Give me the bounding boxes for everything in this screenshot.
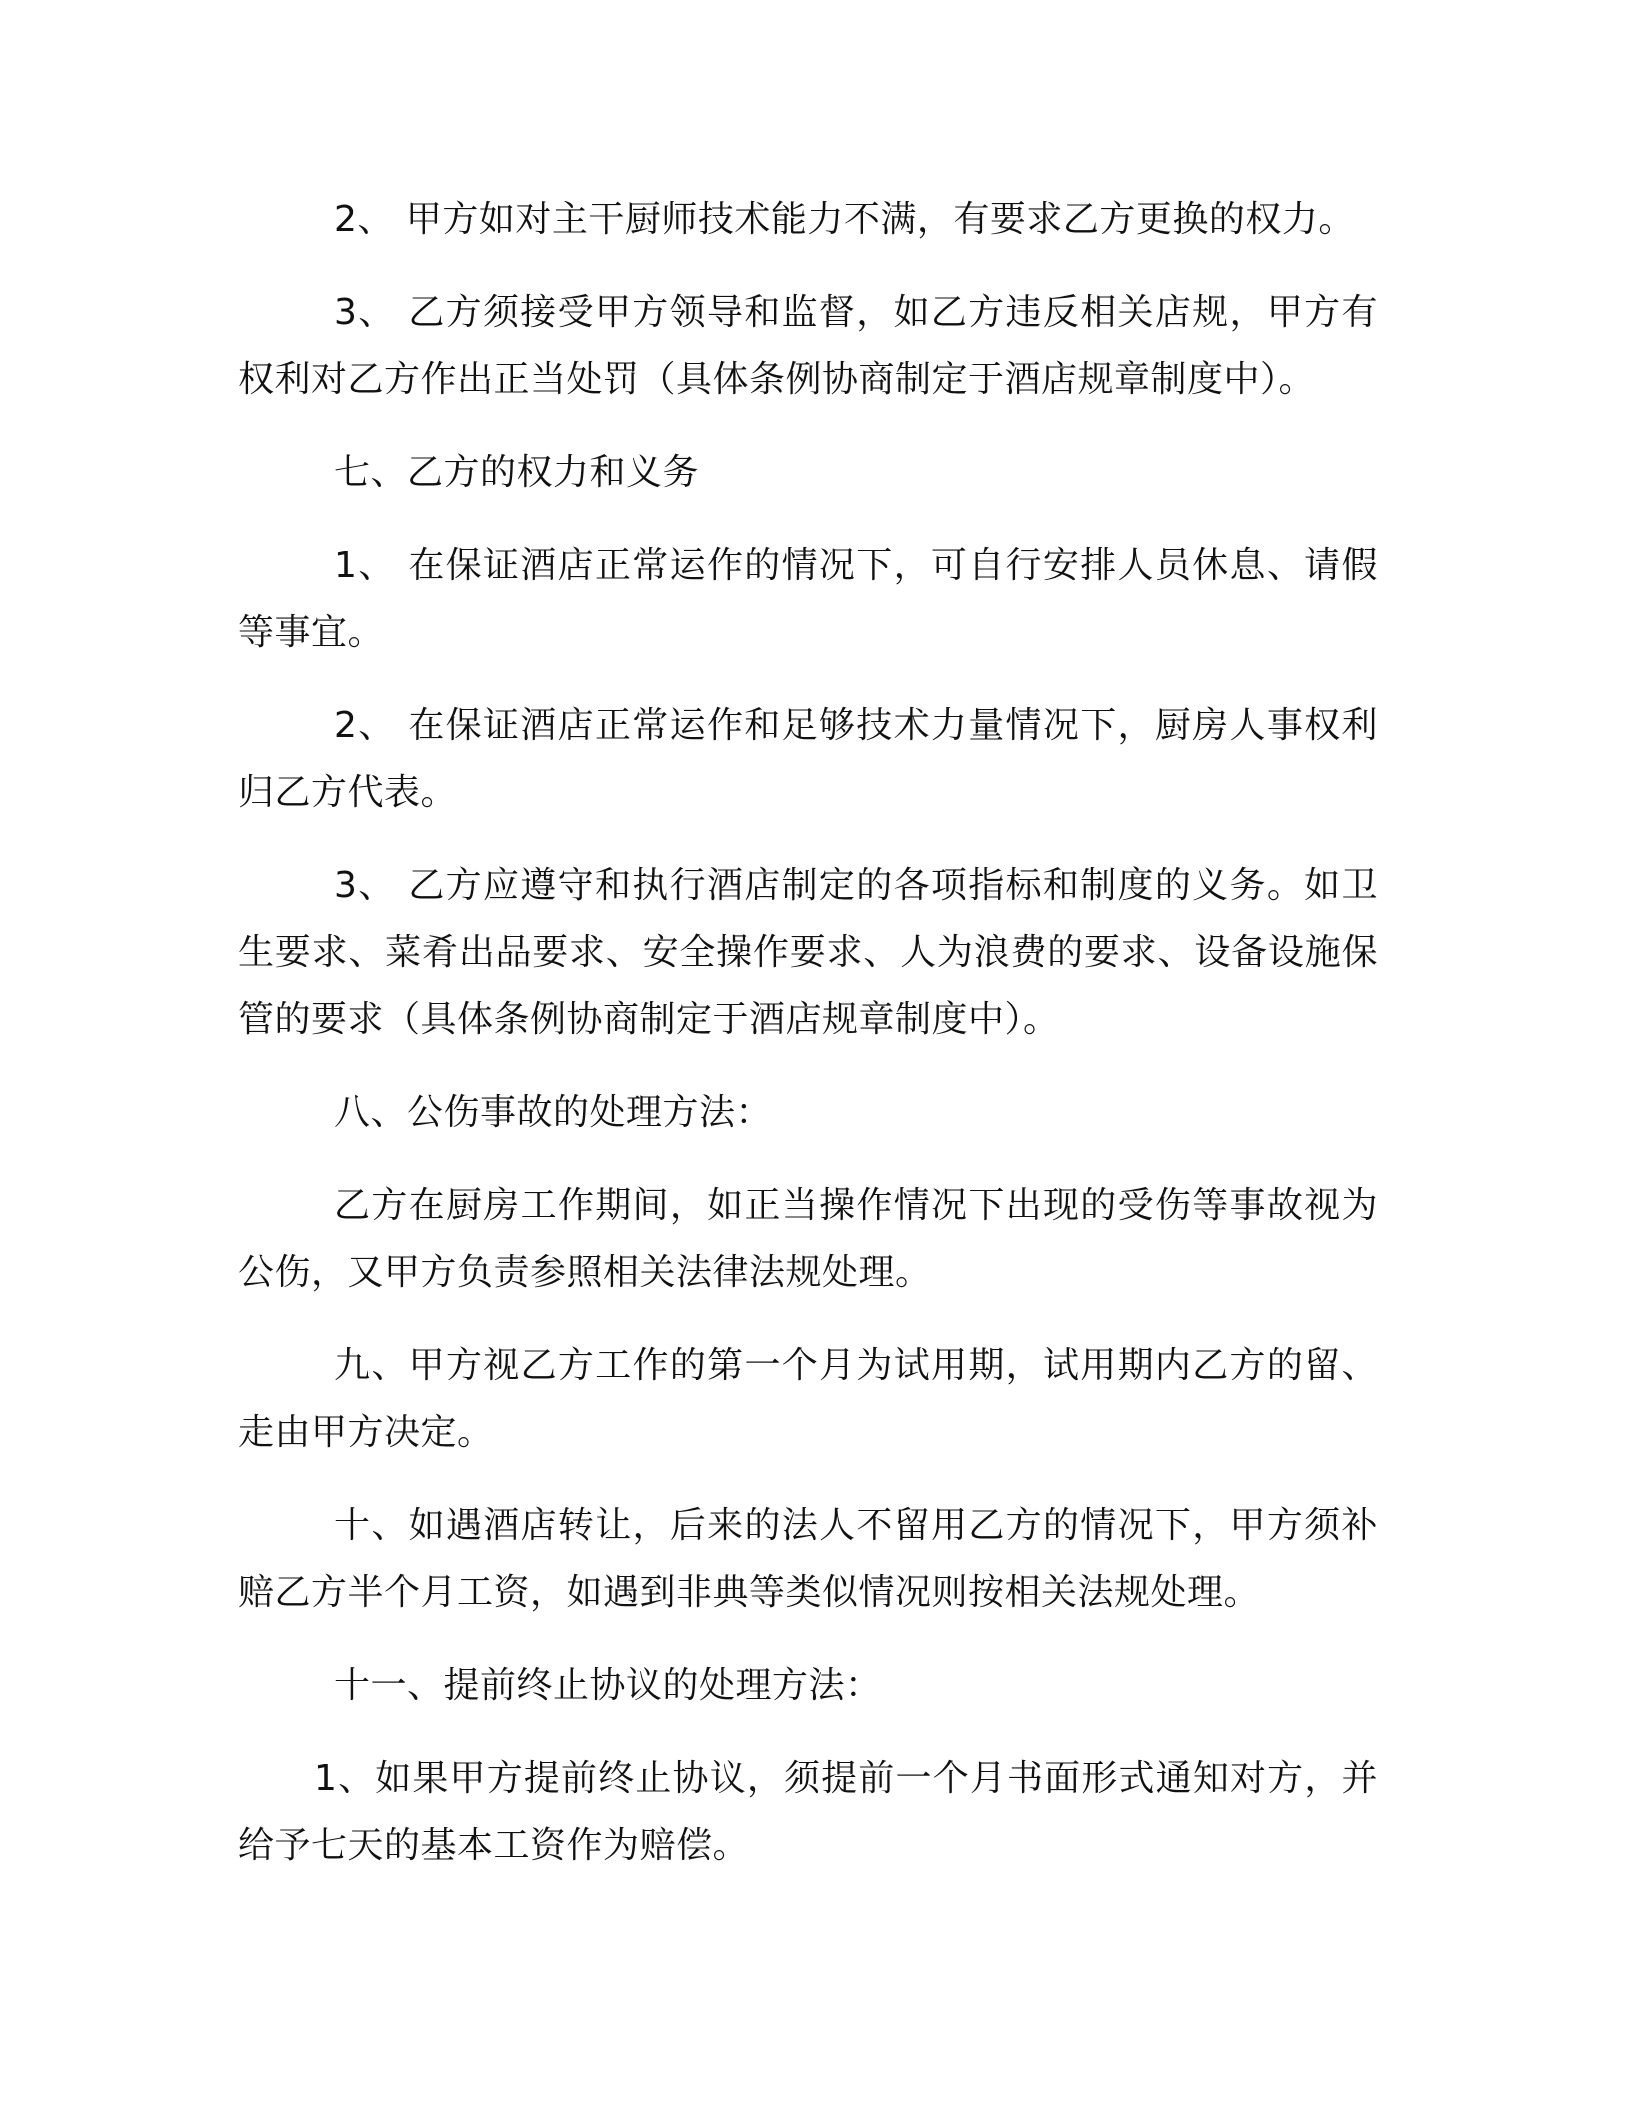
clause-paragraph: 3、 乙方应遵守和执行酒店制定的各项指标和制度的义务。如卫生要求、菜肴出品要求、安全操作要求、人为浪费的要求、设备设施保管的要求（具体条例协商制定于酒店规章制度中）。	[238, 865, 1378, 1040]
section-heading: 十、如遇酒店转让，后来的法人不留用乙方的情况下，甲方须补赔乙方半个月工资，如遇到非典等类似情况则按相关法规处理。	[238, 1505, 1378, 1613]
clause-paragraph: 2、 甲方如对主干厨师技术能力不满，有要求乙方更换的权力。	[334, 199, 1355, 240]
section-heading: 九、甲方视乙方工作的第一个月为试用期，试用期内乙方的留、走由甲方决定。	[238, 1345, 1378, 1453]
clause-paragraph: 1、 在保证酒店正常运作的情况下，可自行安排人员休息、请假等事宜。	[238, 545, 1378, 653]
section-heading: 七、乙方的权力和义务	[334, 452, 700, 493]
section-heading: 十一、提前终止协议的处理方法：	[334, 1665, 882, 1706]
clause-paragraph: 乙方在厨房工作期间，如正当操作情况下出现的受伤等事故视为公伤，又甲方负责参照相关法律法规处理。	[238, 1185, 1378, 1293]
clause-paragraph: 3、 乙方须接受甲方领导和监督，如乙方违反相关店规，甲方有权利对乙方作出正当处罚（具体条例协商制定于酒店规章制度中）。	[238, 292, 1378, 400]
section-heading: 八、公伤事故的处理方法：	[334, 1092, 773, 1133]
clause-paragraph: 1、如果甲方提前终止协议，须提前一个月书面形式通知对方，并给予七天的基本工资作为赔偿。	[238, 1758, 1378, 1866]
document-body	[238, 186, 1378, 1905]
clause-paragraph: 2、 在保证酒店正常运作和足够技术力量情况下，厨房人事权利归乙方代表。	[238, 705, 1378, 813]
